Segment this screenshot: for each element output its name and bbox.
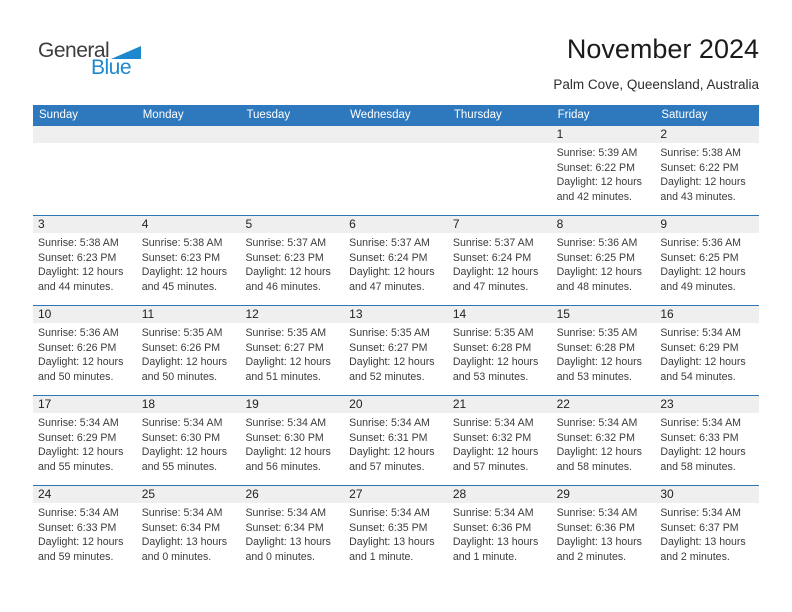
sunrise-text: Sunrise: 5:34 AM — [38, 417, 119, 429]
logo-text-blue: Blue — [91, 56, 132, 79]
page-title: November 2024 — [566, 34, 759, 64]
sunrise-text: Sunrise: 5:34 AM — [245, 417, 327, 429]
day-details — [33, 323, 137, 384]
day-number: 26 — [240, 486, 344, 503]
sunrise-text: Sunrise: 5:34 AM — [660, 417, 741, 429]
day-details — [344, 143, 448, 146]
sunrise-text: Sunrise: 5:34 AM — [141, 507, 223, 519]
day-cell-8 — [552, 216, 656, 305]
weekday-header-row — [33, 105, 759, 125]
daylight-text: Daylight: 12 hours and 57 minutes. — [452, 446, 539, 473]
day-details — [33, 503, 137, 564]
day-number: 17 — [33, 396, 137, 413]
day-details — [448, 233, 552, 294]
week-row-3 — [33, 305, 759, 395]
daylight-text: Daylight: 12 hours and 54 minutes. — [660, 356, 746, 383]
sunset-text: Sunset: 6:36 PM — [452, 521, 532, 534]
sunset-text: Sunset: 6:34 PM — [245, 521, 324, 534]
header-titles — [553, 34, 759, 92]
day-details — [552, 323, 656, 384]
sunrise-text: Sunrise: 5:37 AM — [349, 237, 430, 249]
sunset-text: Sunset: 6:36 PM — [556, 521, 635, 534]
day-details — [33, 233, 137, 294]
day-details — [448, 323, 552, 384]
day-details — [448, 143, 552, 146]
sunset-text: Sunset: 6:30 PM — [245, 431, 324, 444]
week-row-5 — [33, 485, 759, 575]
daylight-text: Daylight: 12 hours and 56 minutes. — [245, 446, 331, 473]
sunrise-text: Sunrise: 5:36 AM — [660, 237, 741, 249]
day-cell-19 — [240, 396, 344, 485]
day-cell-30 — [655, 486, 759, 575]
day-number — [448, 126, 552, 143]
day-cell-23 — [655, 396, 759, 485]
sunset-text: Sunset: 6:24 PM — [452, 251, 532, 264]
day-cell-empty — [33, 126, 137, 215]
daylight-text: Daylight: 12 hours and 55 minutes. — [141, 446, 228, 473]
daylight-text: Daylight: 13 hours and 1 minute. — [452, 536, 539, 563]
daylight-text: Daylight: 12 hours and 44 minutes. — [38, 266, 124, 293]
day-details — [137, 503, 241, 564]
week-row-1 — [33, 125, 759, 215]
day-number: 5 — [240, 216, 344, 233]
day-number: 4 — [137, 216, 241, 233]
sunset-text: Sunset: 6:35 PM — [349, 521, 428, 534]
daylight-text: Daylight: 13 hours and 2 minutes. — [556, 536, 642, 563]
daylight-text: Daylight: 13 hours and 1 minute. — [349, 536, 435, 563]
daylight-text: Daylight: 12 hours and 50 minutes. — [38, 356, 124, 383]
day-cell-18 — [137, 396, 241, 485]
day-details — [137, 233, 241, 294]
day-cell-14 — [448, 306, 552, 395]
day-details — [240, 143, 344, 146]
day-details — [344, 233, 448, 294]
day-cell-10 — [33, 306, 137, 395]
day-cell-11 — [137, 306, 241, 395]
weekday-header-sunday: Sunday — [39, 109, 79, 121]
weekday-header-saturday: Saturday — [661, 109, 708, 121]
day-cell-9 — [655, 216, 759, 305]
day-details — [655, 323, 759, 384]
day-cell-28 — [448, 486, 552, 575]
general-blue-logo — [38, 40, 141, 78]
page-subtitle: Palm Cove, Queensland, Australia — [553, 77, 759, 92]
daylight-text: Daylight: 12 hours and 51 minutes. — [245, 356, 331, 383]
day-details — [655, 233, 759, 294]
sunrise-text: Sunrise: 5:34 AM — [556, 417, 638, 429]
day-number: 13 — [344, 306, 448, 323]
daylight-text: Daylight: 12 hours and 55 minutes. — [38, 446, 124, 473]
day-number — [137, 126, 241, 143]
day-number: 1 — [552, 126, 656, 143]
sunset-text: Sunset: 6:33 PM — [660, 431, 739, 444]
daylight-text: Daylight: 12 hours and 45 minutes. — [141, 266, 228, 293]
day-cell-22 — [552, 396, 656, 485]
sunrise-text: Sunrise: 5:34 AM — [660, 507, 741, 519]
day-details — [137, 143, 241, 146]
day-details — [33, 413, 137, 474]
day-number: 28 — [448, 486, 552, 503]
day-details — [655, 413, 759, 474]
sunrise-text: Sunrise: 5:34 AM — [660, 327, 741, 339]
day-number: 7 — [448, 216, 552, 233]
sunset-text: Sunset: 6:22 PM — [660, 161, 739, 174]
weekday-header-thursday: Thursday — [453, 109, 502, 121]
sunrise-text: Sunrise: 5:37 AM — [245, 237, 327, 249]
sunrise-text: Sunrise: 5:34 AM — [349, 507, 430, 519]
sunset-text: Sunset: 6:30 PM — [141, 431, 221, 444]
day-cell-17 — [33, 396, 137, 485]
day-cell-empty — [448, 126, 552, 215]
day-number: 16 — [655, 306, 759, 323]
sunset-text: Sunset: 6:25 PM — [660, 251, 739, 264]
day-cell-7 — [448, 216, 552, 305]
daylight-text: Daylight: 12 hours and 49 minutes. — [660, 266, 746, 293]
day-details — [344, 413, 448, 474]
sunrise-text: Sunrise: 5:34 AM — [38, 507, 119, 519]
sunset-text: Sunset: 6:32 PM — [556, 431, 635, 444]
day-details — [552, 413, 656, 474]
day-details — [344, 503, 448, 564]
day-number: 22 — [552, 396, 656, 413]
day-cell-4 — [137, 216, 241, 305]
sunrise-text: Sunrise: 5:38 AM — [38, 237, 119, 249]
sunrise-text: Sunrise: 5:37 AM — [452, 237, 534, 249]
day-number — [240, 126, 344, 143]
sunrise-text: Sunrise: 5:34 AM — [349, 417, 430, 429]
logo-text-general: General — [38, 39, 110, 62]
day-cell-1 — [552, 126, 656, 215]
day-details — [552, 233, 656, 294]
daylight-text: Daylight: 12 hours and 50 minutes. — [141, 356, 228, 383]
day-number — [33, 126, 137, 143]
day-number: 27 — [344, 486, 448, 503]
day-cell-3 — [33, 216, 137, 305]
day-cell-16 — [655, 306, 759, 395]
day-number: 19 — [240, 396, 344, 413]
daylight-text: Daylight: 12 hours and 43 minutes. — [660, 176, 746, 203]
day-number: 6 — [344, 216, 448, 233]
sunset-text: Sunset: 6:33 PM — [38, 521, 117, 534]
day-number: 25 — [137, 486, 241, 503]
day-details — [240, 503, 344, 564]
daylight-text: Daylight: 12 hours and 58 minutes. — [556, 446, 642, 473]
sunset-text: Sunset: 6:27 PM — [245, 341, 324, 354]
sunset-text: Sunset: 6:34 PM — [141, 521, 221, 534]
sunset-text: Sunset: 6:31 PM — [349, 431, 428, 444]
daylight-text: Daylight: 12 hours and 52 minutes. — [349, 356, 435, 383]
sunset-text: Sunset: 6:28 PM — [452, 341, 532, 354]
sunrise-text: Sunrise: 5:35 AM — [556, 327, 638, 339]
daylight-text: Daylight: 12 hours and 46 minutes. — [245, 266, 331, 293]
day-details — [240, 233, 344, 294]
day-details — [655, 503, 759, 564]
sunset-text: Sunset: 6:32 PM — [452, 431, 532, 444]
day-number: 3 — [33, 216, 137, 233]
day-details — [344, 323, 448, 384]
daylight-text: Daylight: 12 hours and 53 minutes. — [556, 356, 642, 383]
day-cell-26 — [240, 486, 344, 575]
sunrise-text: Sunrise: 5:35 AM — [452, 327, 534, 339]
daylight-text: Daylight: 12 hours and 48 minutes. — [556, 266, 642, 293]
sunrise-text: Sunrise: 5:36 AM — [556, 237, 638, 249]
day-number: 29 — [552, 486, 656, 503]
sunset-text: Sunset: 6:26 PM — [141, 341, 221, 354]
sunrise-text: Sunrise: 5:35 AM — [141, 327, 223, 339]
daylight-text: Daylight: 12 hours and 57 minutes. — [349, 446, 435, 473]
day-details — [137, 413, 241, 474]
day-details — [137, 323, 241, 384]
day-details — [552, 143, 656, 204]
daylight-text: Daylight: 12 hours and 47 minutes. — [452, 266, 539, 293]
day-number: 14 — [448, 306, 552, 323]
day-cell-21 — [448, 396, 552, 485]
day-number: 23 — [655, 396, 759, 413]
week-row-2 — [33, 215, 759, 305]
daylight-text: Daylight: 12 hours and 42 minutes. — [556, 176, 642, 203]
day-number: 2 — [655, 126, 759, 143]
daylight-text: Daylight: 12 hours and 53 minutes. — [452, 356, 539, 383]
day-number: 10 — [33, 306, 137, 323]
sunrise-text: Sunrise: 5:34 AM — [141, 417, 223, 429]
calendar-table — [33, 105, 759, 575]
sunset-text: Sunset: 6:29 PM — [660, 341, 739, 354]
day-cell-24 — [33, 486, 137, 575]
sunrise-text: Sunrise: 5:34 AM — [245, 507, 327, 519]
day-cell-empty — [344, 126, 448, 215]
sunset-text: Sunset: 6:24 PM — [349, 251, 428, 264]
sunset-text: Sunset: 6:23 PM — [38, 251, 117, 264]
daylight-text: Daylight: 12 hours and 47 minutes. — [349, 266, 435, 293]
sunrise-text: Sunrise: 5:38 AM — [660, 147, 741, 159]
day-number: 11 — [137, 306, 241, 323]
sunrise-text: Sunrise: 5:39 AM — [556, 147, 638, 159]
sunset-text: Sunset: 6:27 PM — [349, 341, 428, 354]
day-details — [552, 503, 656, 564]
sunset-text: Sunset: 6:22 PM — [556, 161, 635, 174]
sunrise-text: Sunrise: 5:36 AM — [38, 327, 119, 339]
day-cell-empty — [240, 126, 344, 215]
sunset-text: Sunset: 6:26 PM — [38, 341, 117, 354]
weekday-header-friday: Friday — [557, 109, 590, 121]
day-details — [448, 413, 552, 474]
day-number: 8 — [552, 216, 656, 233]
day-number: 21 — [448, 396, 552, 413]
weekday-header-tuesday: Tuesday — [246, 109, 291, 121]
sunrise-text: Sunrise: 5:35 AM — [349, 327, 430, 339]
sunrise-text: Sunrise: 5:35 AM — [245, 327, 327, 339]
daylight-text: Daylight: 13 hours and 2 minutes. — [660, 536, 746, 563]
day-details — [655, 143, 759, 204]
sunset-text: Sunset: 6:37 PM — [660, 521, 739, 534]
sunset-text: Sunset: 6:25 PM — [556, 251, 635, 264]
weekday-header-monday: Monday — [142, 109, 184, 121]
day-cell-25 — [137, 486, 241, 575]
sunrise-text: Sunrise: 5:34 AM — [556, 507, 638, 519]
sunrise-text: Sunrise: 5:34 AM — [452, 507, 534, 519]
sunset-text: Sunset: 6:29 PM — [38, 431, 117, 444]
daylight-text: Daylight: 12 hours and 59 minutes. — [38, 536, 124, 563]
day-cell-12 — [240, 306, 344, 395]
day-details — [240, 323, 344, 384]
day-number: 18 — [137, 396, 241, 413]
calendar-weeks — [33, 125, 759, 575]
day-cell-empty — [137, 126, 241, 215]
day-cell-20 — [344, 396, 448, 485]
day-cell-2 — [655, 126, 759, 215]
day-number: 20 — [344, 396, 448, 413]
day-cell-5 — [240, 216, 344, 305]
day-number: 15 — [552, 306, 656, 323]
day-cell-15 — [552, 306, 656, 395]
daylight-text: Daylight: 13 hours and 0 minutes. — [141, 536, 228, 563]
daylight-text: Daylight: 13 hours and 0 minutes. — [245, 536, 331, 563]
day-cell-27 — [344, 486, 448, 575]
sunrise-text: Sunrise: 5:38 AM — [141, 237, 223, 249]
sunset-text: Sunset: 6:23 PM — [141, 251, 221, 264]
day-number: 12 — [240, 306, 344, 323]
sunset-text: Sunset: 6:28 PM — [556, 341, 635, 354]
sunset-text: Sunset: 6:23 PM — [245, 251, 324, 264]
day-number: 30 — [655, 486, 759, 503]
sunrise-text: Sunrise: 5:34 AM — [452, 417, 534, 429]
day-details — [33, 143, 137, 146]
day-number — [344, 126, 448, 143]
day-cell-29 — [552, 486, 656, 575]
day-cell-6 — [344, 216, 448, 305]
day-number: 24 — [33, 486, 137, 503]
week-row-4 — [33, 395, 759, 485]
day-details — [240, 413, 344, 474]
day-cell-13 — [344, 306, 448, 395]
day-details — [448, 503, 552, 564]
day-number: 9 — [655, 216, 759, 233]
daylight-text: Daylight: 12 hours and 58 minutes. — [660, 446, 746, 473]
weekday-header-wednesday: Wednesday — [350, 109, 411, 121]
